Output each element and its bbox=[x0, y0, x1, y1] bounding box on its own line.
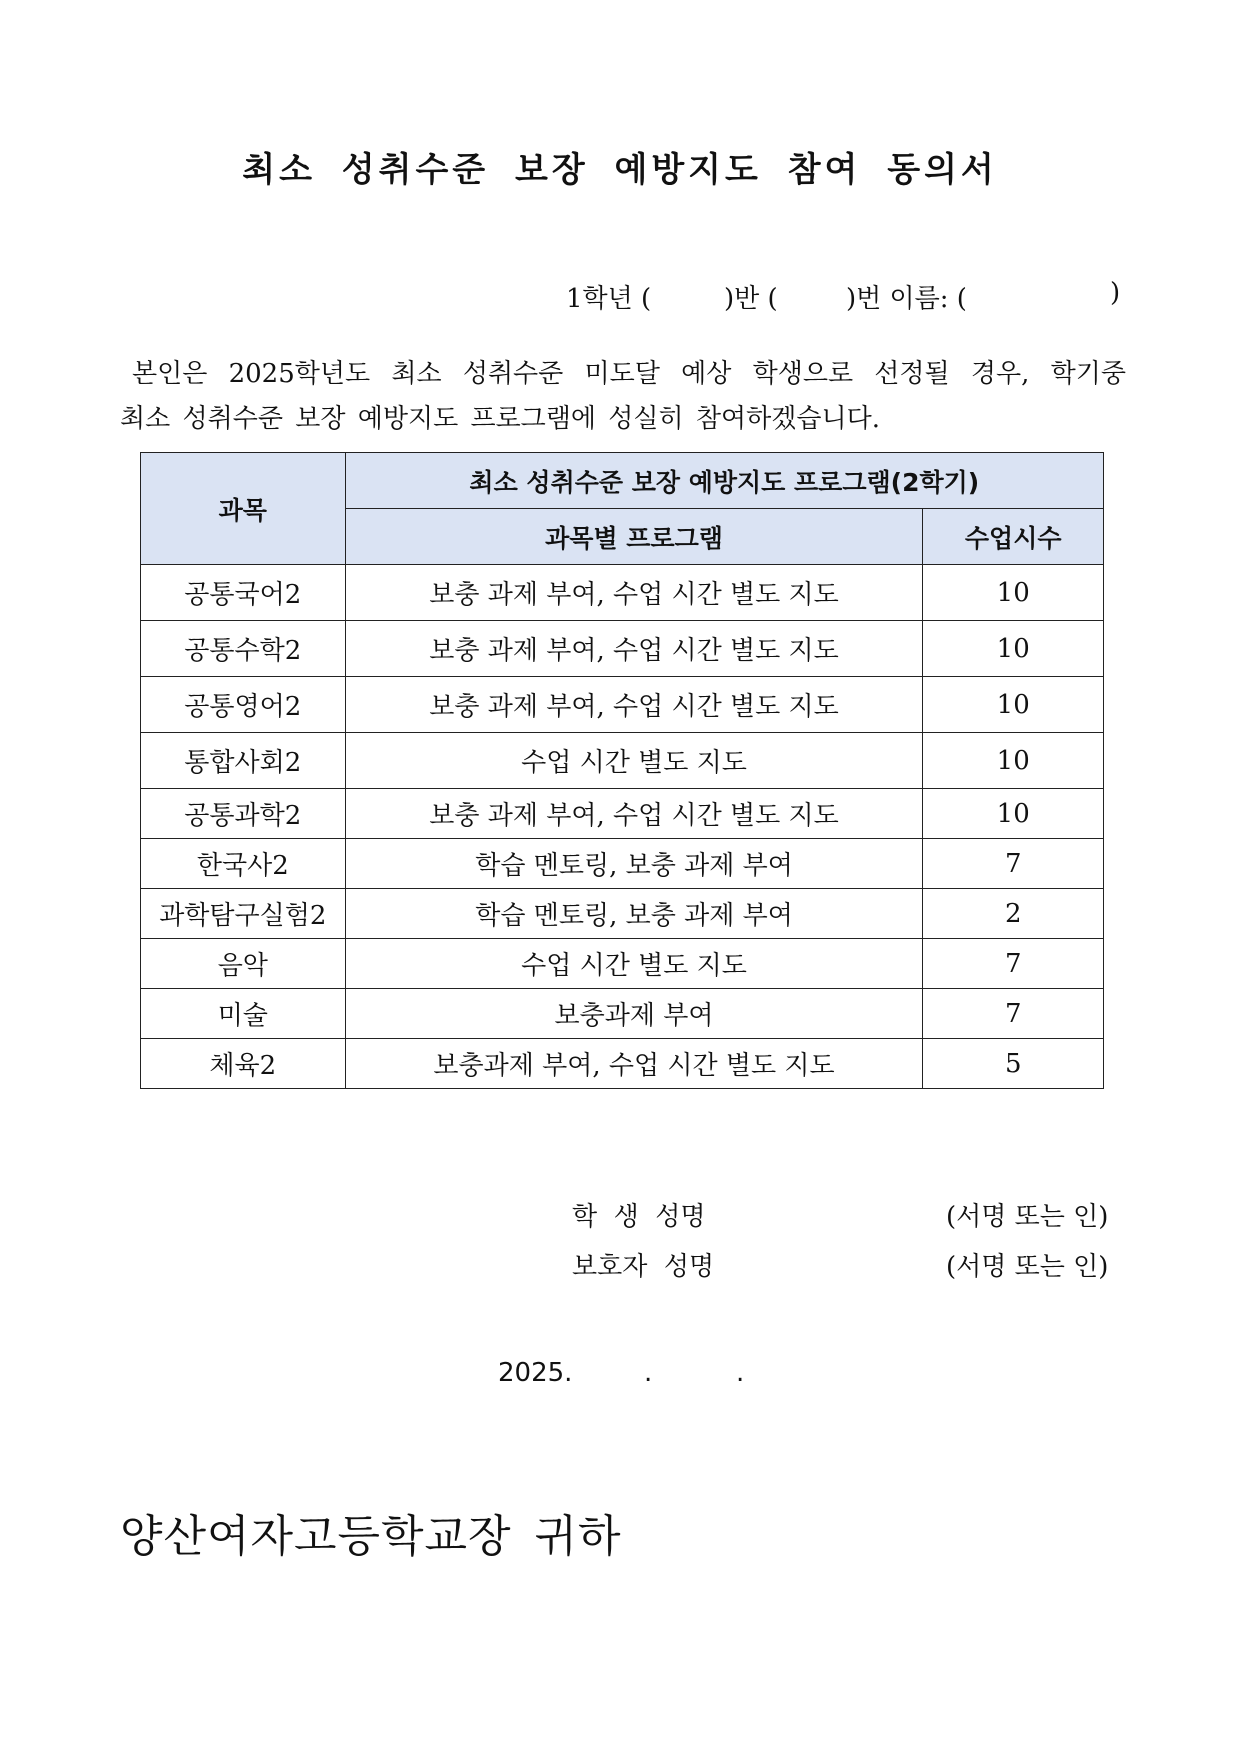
program-cell: 보충 과제 부여, 수업 시간 별도 지도 bbox=[345, 621, 923, 677]
guardian-signature-row bbox=[572, 1246, 1128, 1286]
guardian-sign-label: 보호자 성명 bbox=[572, 1252, 715, 1282]
hours-cell: 10 bbox=[923, 621, 1104, 677]
program-cell: 보충 과제 부여, 수업 시간 별도 지도 bbox=[345, 565, 923, 621]
hours-cell: 5 bbox=[923, 1039, 1104, 1089]
program-cell: 보충과제 부여 bbox=[345, 989, 923, 1039]
hours-cell: 2 bbox=[923, 889, 1104, 939]
subject-cell: 음악 bbox=[141, 939, 346, 989]
table-row bbox=[141, 621, 1104, 677]
consent-line-2: 최소 성취수준 보장 예방지도 프로그램에 성실히 참여하겠습니다. bbox=[120, 404, 880, 434]
subject-cell: 공통과학2 bbox=[141, 789, 346, 839]
hours-cell: 10 bbox=[923, 789, 1104, 839]
subject-cell: 미술 bbox=[141, 989, 346, 1039]
program-cell: 보충과제 부여, 수업 시간 별도 지도 bbox=[345, 1039, 923, 1089]
class-label: )반 ( bbox=[724, 284, 778, 314]
hours-cell: 10 bbox=[923, 565, 1104, 621]
program-cell: 수업 시간 별도 지도 bbox=[345, 733, 923, 789]
document-title: 최소 성취수준 보장 예방지도 참여 동의서 bbox=[242, 150, 998, 190]
date-line bbox=[498, 1358, 778, 1398]
table-row bbox=[141, 789, 1104, 839]
header-program: 과목별 프로그램 bbox=[345, 509, 923, 565]
grade-label: 1학년 ( bbox=[566, 284, 652, 314]
program-cell: 학습 멘토링, 보충 과제 부여 bbox=[345, 889, 923, 939]
program-cell: 보충 과제 부여, 수업 시간 별도 지도 bbox=[345, 677, 923, 733]
consent-line-1: 본인은 2025학년도 최소 성취수준 미도달 예상 학생으로 선정될 경우, 학기중 bbox=[132, 359, 1126, 389]
number-name-label: )번 이름: ( bbox=[846, 284, 967, 314]
date-day-dot: . bbox=[736, 1358, 745, 1388]
hours-cell: 7 bbox=[923, 989, 1104, 1039]
name-close-paren: ) bbox=[1110, 278, 1121, 308]
table-row bbox=[141, 889, 1104, 939]
student-sign-hint: (서명 또는 인) bbox=[946, 1202, 1109, 1232]
header-hours: 수업시수 bbox=[923, 509, 1104, 565]
hours-cell: 7 bbox=[923, 939, 1104, 989]
subject-cell: 한국사2 bbox=[141, 839, 346, 889]
hours-cell: 10 bbox=[923, 733, 1104, 789]
table-row bbox=[141, 565, 1104, 621]
table-row bbox=[141, 733, 1104, 789]
header-subject: 과목 bbox=[141, 453, 346, 565]
student-info-line bbox=[566, 278, 1126, 314]
table-row bbox=[141, 1039, 1104, 1089]
program-table bbox=[140, 452, 1104, 1089]
hours-cell: 10 bbox=[923, 677, 1104, 733]
program-cell: 보충 과제 부여, 수업 시간 별도 지도 bbox=[345, 789, 923, 839]
table-row bbox=[141, 939, 1104, 989]
program-cell: 학습 멘토링, 보충 과제 부여 bbox=[345, 839, 923, 889]
addressee: 양산여자고등학교장 귀하 bbox=[120, 1511, 622, 1562]
hours-cell: 7 bbox=[923, 839, 1104, 889]
table-row bbox=[141, 677, 1104, 733]
program-cell: 수업 시간 별도 지도 bbox=[345, 939, 923, 989]
header-program-group: 최소 성취수준 보장 예방지도 프로그램(2학기) bbox=[345, 453, 1103, 509]
subject-cell: 공통영어2 bbox=[141, 677, 346, 733]
student-signature-row bbox=[572, 1196, 1128, 1236]
date-month-dot: . bbox=[644, 1358, 653, 1388]
subject-cell: 체육2 bbox=[141, 1039, 346, 1089]
subject-cell: 공통수학2 bbox=[141, 621, 346, 677]
subject-cell: 공통국어2 bbox=[141, 565, 346, 621]
subject-cell: 통합사회2 bbox=[141, 733, 346, 789]
subject-cell: 과학탐구실험2 bbox=[141, 889, 346, 939]
guardian-sign-hint: (서명 또는 인) bbox=[946, 1252, 1109, 1282]
table-row bbox=[141, 839, 1104, 889]
table-row bbox=[141, 989, 1104, 1039]
date-year: 2025. bbox=[498, 1358, 573, 1388]
student-sign-label: 학 생 성명 bbox=[572, 1202, 706, 1232]
consent-statement bbox=[120, 352, 1126, 442]
